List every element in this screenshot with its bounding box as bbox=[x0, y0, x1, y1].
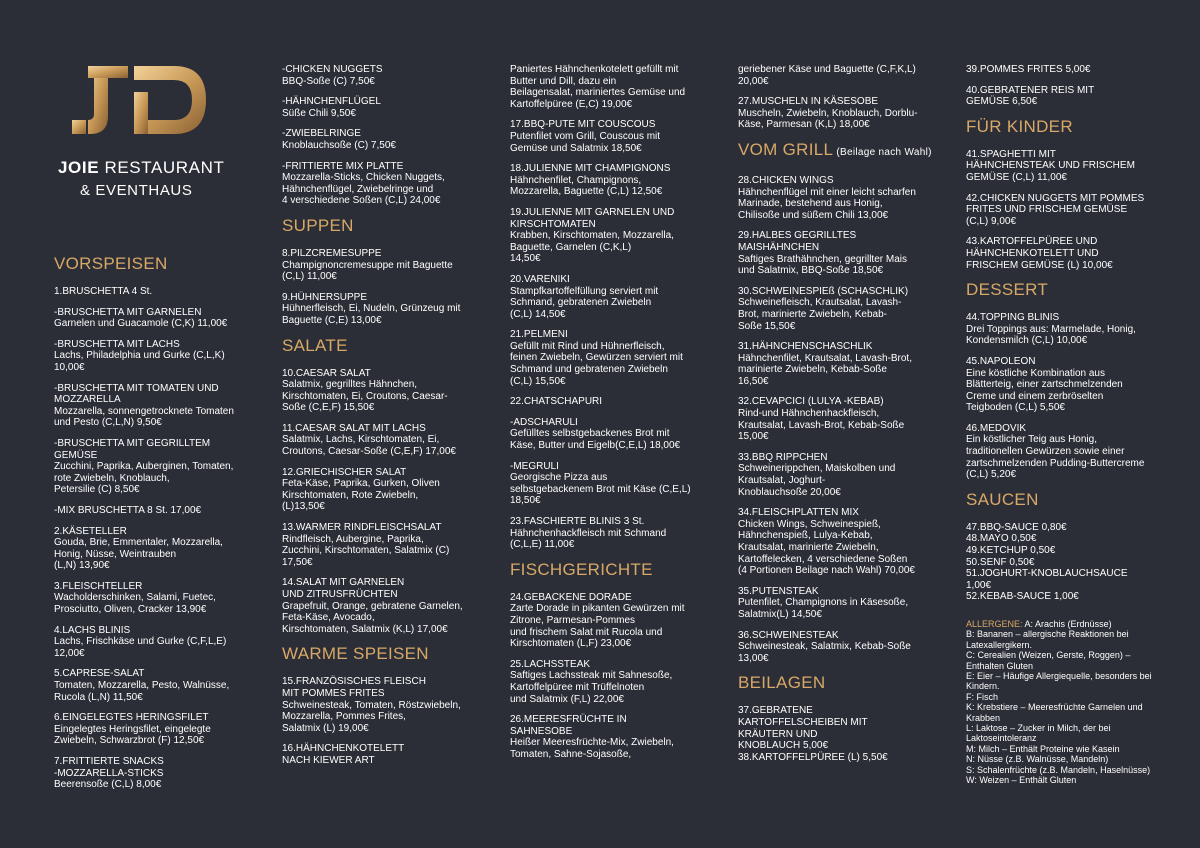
section-title: SUPPEN bbox=[282, 215, 354, 235]
menu-item bbox=[510, 64, 720, 110]
menu-item-text: -HÄHNCHENFLÜGEL Süße Chili 9,50€ bbox=[282, 96, 381, 119]
menu-item bbox=[510, 119, 720, 154]
section-heading bbox=[282, 336, 492, 356]
menu-item bbox=[966, 149, 1166, 184]
menu-item bbox=[966, 193, 1166, 228]
menu-item bbox=[282, 368, 492, 414]
menu-column-3 bbox=[510, 64, 720, 770]
menu-item bbox=[282, 64, 492, 87]
menu-item-text: 40.GEBRATENER REIS MIT GEMÜSE 6,50€ bbox=[966, 84, 1095, 108]
menu-item-text: 29.HALBES GEGRILLTES MAISHÄHNCHEN Saftiges Brathähnchen, gegrillter Mais und Salatmix, BBQ-Soße 18,50€ bbox=[738, 230, 907, 277]
restaurant-name bbox=[58, 158, 224, 178]
section-heading bbox=[54, 254, 254, 274]
menu-item bbox=[966, 423, 1166, 481]
menu-item bbox=[54, 581, 254, 616]
menu-item bbox=[54, 505, 254, 517]
allergen-list: B: Bananen – allergische Reaktionen bei Latexallergikern. C: Cerealien (Weizen, Gerste, Roggen) – Enthalten Gluten E: Eier – Häufige Allergiequelle, besonders bei Kindern. F: Fisch K: Krebstiere – Meeresfrüchte Garnelen und Krabben L: Laktose – Zucker in Milch, der bei Laktoseintoleranz M: Milch – Enthält Proteine wie Kasein N: Nüsse (z.B. Walnüsse, Mandeln) S: Schalenfrüchte (z.B. Mandeln, Haselnüsse) W: Weizen – Enthält Gluten bbox=[966, 629, 1152, 786]
menu-item bbox=[510, 461, 720, 507]
menu-item-text: -MEGRULI Georgische Pizza aus selbstgebackenem Brot mit Käse (C,E,L) 18,50€ bbox=[510, 460, 691, 507]
menu-item-text: 13.WARMER RINDFLEISCHSALAT Rindfleisch, Aubergine, Paprika, Zucchini, Kirschtomaten, Salatmix (C) 17,50€ bbox=[282, 522, 450, 568]
menu-item-text: 26.MEERESFRÜCHTE IN SAHNESOBE Heißer Meeresfrüchte-Mix, Zwiebeln, Tomaten, Sahne-Sojasoße, bbox=[510, 714, 674, 760]
menu-item bbox=[738, 507, 948, 577]
menu-item bbox=[54, 383, 254, 429]
menu-item-text: 32.CEVAPCICI (LULYA -KEBAB) Rind-und Hähnchenhackfleisch, Krautsalat, Lavash-Brot, Kebab-Soße 15,00€ bbox=[738, 396, 905, 443]
menu-item-text: 44.TOPPING BLINIS Drei Toppings aus: Marmelade, Honig, Kondensmilch (C,L) 10,00€ bbox=[966, 312, 1136, 347]
menu-item-text: 37.GEBRATENE KARTOFFELSCHEIBEN MIT KRÄUTERN UND KNOBLAUCH 5,00€ 38.KARTOFFELPÜREE (L) 5,50€ bbox=[738, 705, 888, 763]
menu-item bbox=[54, 339, 254, 374]
menu-item bbox=[54, 526, 254, 572]
menu-item-text: 6.EINGELEGTES HERINGSFILET Eingelegtes Heringsfilet, eingelegte Zwiebeln, Schwarzbrot (F) 12,50€ bbox=[54, 712, 211, 747]
allergen-legend bbox=[966, 619, 1166, 786]
menu-item bbox=[282, 161, 492, 207]
menu-item bbox=[966, 522, 1166, 603]
menu-item-text: 19.JULIENNE MIT GARNELEN UND KIRSCHTOMATEN Krabben, Kirschtomaten, Mozzarella, Baguette, Garnelen (C,K,L) 14,50€ bbox=[510, 206, 675, 265]
menu-item bbox=[54, 625, 254, 660]
section-heading bbox=[738, 673, 948, 693]
menu-item-text: 1.BRUSCHETTA 4 St. bbox=[54, 286, 153, 297]
section-heading bbox=[966, 280, 1166, 300]
menu-column-1 bbox=[54, 250, 254, 800]
brand-name-rest: RESTAURANT bbox=[99, 158, 225, 177]
menu-item bbox=[738, 175, 948, 221]
menu-item-text: 35.PUTENSTEAK Putenfilet, Champignons in Käsesoße, Salatmix(L) 14,50€ bbox=[738, 585, 909, 620]
menu-item-text: 3.FLEISCHTELLER Wacholderschinken, Salami, Fuetec, Prosciutto, Oliven, Cracker 13,90€ bbox=[54, 580, 216, 616]
menu-item-text: 8.PILZCREMESUPPE Champignoncremesuppe mit Baguette (C,L) 11,00€ bbox=[282, 247, 453, 283]
menu-item bbox=[966, 85, 1166, 108]
menu-item-text: 7.FRITTIERTE SNACKS -MOZZARELLA-STICKS Beerensoße (C,L) 8,00€ bbox=[54, 756, 164, 791]
menu-item-text: -MIX BRUSCHETTA 8 St. 17,00€ bbox=[54, 504, 202, 516]
menu-item-text: 45.NAPOLEON Eine köstliche Kombination aus Blätterteig, einer zartschmelzenden Creme und einem zerbröselten Teigboden (C,L) 5,50€ bbox=[966, 355, 1123, 414]
menu-item bbox=[54, 668, 254, 703]
menu-item bbox=[282, 676, 492, 734]
menu-item-text: 10.CAESAR SALAT Salatmix, gegrilltes Hähnchen, Kirschtomaten, Ei, Croutons, Caesar- Soße (C,E,F) 15,50€ bbox=[282, 367, 448, 414]
section-note: (Beilage nach Wahl) bbox=[833, 146, 932, 158]
menu-item bbox=[54, 756, 254, 791]
section-title: FISCHGERICHTE bbox=[510, 559, 653, 579]
menu-item-text: 11.CAESAR SALAT MIT LACHS Salatmix, Lachs, Kirschtomaten, Ei, Croutons, Caesar-Soße (C,E,F) 17,00€ bbox=[282, 422, 456, 458]
menu-item-text: 47.BBQ-SAUCE 0,80€ 48.MAYO 0,50€ 49.KETCHUP 0,50€ 50.SENF 0,50€ 51.JOGHURT-KNOBLAUCHSAUCE 1,00€ 52.KEBAB-SAUCE 1,00€ bbox=[966, 521, 1128, 603]
menu-item-text: 21.PELMENI Gefüllt mit Rind und Hühnerfleisch, feinen Zwiebeln, Gewürzen serviert mit Schmand und gebratenen Zwiebeln (C,L) 15,50€ bbox=[510, 329, 683, 387]
menu-item-text: 30.SCHWEINESPIEß (SCHASCHLIK) Schweinefleisch, Krautsalat, Lavash- Brot, marinierte Zwiebeln, Kebab- Soße 15,50€ bbox=[738, 285, 909, 332]
section-heading bbox=[738, 140, 948, 163]
menu-item bbox=[738, 396, 948, 442]
menu-item bbox=[966, 356, 1166, 414]
menu-item-text: 14.SALAT MIT GARNELEN UND ZITRUSFRÜCHTEN Grapefruit, Orange, gebratene Garnelen, Feta-Käse, Avocado, Kirschtomaten, Salatmix (K,L) 17,00€ bbox=[282, 577, 463, 635]
section-title: VOM GRILL bbox=[738, 139, 834, 159]
menu-item bbox=[510, 274, 720, 320]
menu-item-text: -CHICKEN NUGGETS BBQ-Soße (C) 7,50€ bbox=[282, 64, 383, 87]
menu-item-text: 20.VARENIKI Stampfkartoffelfüllung serviert mit Schmand, gebratenen Zwiebeln (C,L) 14,50€ bbox=[510, 273, 659, 320]
menu-item-text: 39.POMMES FRITES 5,00€ bbox=[966, 64, 1091, 75]
menu-item bbox=[738, 64, 948, 87]
menu-item bbox=[738, 341, 948, 387]
menu-item-text: 36.SCHWEINESTEAK Schweinesteak, Salatmix, Kebab-Soße 13,00€ bbox=[738, 629, 911, 664]
menu-item bbox=[282, 743, 492, 766]
section-title: SALATE bbox=[282, 335, 348, 355]
section-heading bbox=[966, 117, 1166, 137]
menu-item-text: 23.FASCHIERTE BLINIS 3 St. Hähnchenhackfleisch mit Schmand (C,L,E) 11,00€ bbox=[510, 516, 667, 551]
menu-item bbox=[738, 630, 948, 665]
menu-item-text: 46.MEDOVIK Ein köstlicher Teig aus Honig, traditionellen Gewürzen sowie einer zartschmelzenden Pudding-Buttercreme (C,L) 5,20€ bbox=[966, 422, 1145, 481]
menu-item-text: 43.KARTOFFELPÜREE UND HÄHNCHENKOTELETT UND FRISCHEM GEMÜSE (L) 10,00€ bbox=[966, 236, 1113, 271]
menu-item-text: 41.SPAGHETTI MIT HÄHNCHENSTEAK UND FRISCHEM GEMÜSE (C,L) 11,00€ bbox=[966, 148, 1135, 183]
menu-column-2 bbox=[282, 64, 492, 776]
menu-item bbox=[54, 307, 254, 330]
allergen-heading: ALLERGENE: bbox=[966, 619, 1023, 629]
menu-column-5 bbox=[966, 64, 1166, 786]
section-title: FÜR KINDER bbox=[966, 116, 1073, 136]
menu-item bbox=[510, 417, 720, 452]
menu-item-text: -BRUSCHETTA MIT GARNELEN Garnelen und Guacamole (C,K) 11,00€ bbox=[54, 306, 228, 330]
menu-item bbox=[738, 286, 948, 332]
menu-item-text: 12.GRIECHISCHER SALAT Feta-Käse, Paprika, Gurken, Oliven Kirschtomaten, Rote Zwiebeln, (L)13,50€ bbox=[282, 466, 440, 513]
menu-item bbox=[738, 705, 948, 763]
section-heading bbox=[282, 644, 492, 664]
menu-item-text: -ADSCHARULI Gefülltes selbstgebackenes Brot mit Käse, Butter und Eigelb(C,E,L) 18,00€ bbox=[510, 416, 681, 452]
menu-item bbox=[54, 712, 254, 747]
menu-item-text: 4.LACHS BLINIS Lachs, Frischkäse und Gurke (C,F,L,E) 12,00€ bbox=[54, 624, 227, 659]
menu-item bbox=[966, 312, 1166, 347]
menu-item bbox=[510, 163, 720, 198]
menu-item bbox=[966, 64, 1166, 76]
menu-item-text: 15.FRANZÖSISCHES FLEISCH MIT POMMES FRITES Schweinesteak, Tomaten, Röstzwiebeln, Mozzarella, Pommes Frites, Salatmix (L) 19,00€ bbox=[282, 676, 461, 734]
menu-item bbox=[282, 248, 492, 283]
menu-item bbox=[966, 236, 1166, 271]
section-title: BEILAGEN bbox=[738, 673, 826, 693]
menu-item bbox=[510, 714, 720, 760]
restaurant-subtitle: & EVENTHAUS bbox=[80, 182, 193, 199]
section-heading bbox=[282, 216, 492, 236]
menu-item bbox=[510, 516, 720, 551]
menu-item-text: geriebener Käse und Baguette (C,F,K,L) 20,00€ bbox=[738, 64, 916, 87]
section-title: WARME SPEISEN bbox=[282, 644, 429, 664]
menu-item-text: 42.CHICKEN NUGGETS MIT POMMES FRITES UND FRISCHEM GEMÜSE (C,L) 9,00€ bbox=[966, 192, 1145, 227]
menu-column-4 bbox=[738, 64, 948, 772]
menu-item-text: 5.CAPRESE-SALAT Tomaten, Mozzarella, Pesto, Walnüsse, Rucola (L,N) 11,50€ bbox=[54, 668, 230, 703]
menu-item bbox=[738, 230, 948, 276]
menu-item bbox=[282, 423, 492, 458]
brand-name-bold: JOIE bbox=[58, 158, 100, 177]
menu-item bbox=[282, 577, 492, 635]
menu-item-text: -FRITTIERTE MIX PLATTE Mozzarella-Sticks, Chicken Nuggets, Hähnchenflügel, Zwiebelringe und 4 verschiedene Soßen (C,L) 24,00€ bbox=[282, 160, 445, 207]
menu-item-text: -BRUSCHETTA MIT TOMATEN UND MOZZARELLA Mozzarella, sonnengetrocknete Tomaten und Pesto (C,L,N) 9,50€ bbox=[54, 382, 234, 429]
menu-item bbox=[510, 207, 720, 265]
menu-item bbox=[738, 586, 948, 621]
menu-item bbox=[510, 659, 720, 705]
menu-item-text: 17.BBQ-PUTE MIT COUSCOUS Putenfilet vom Grill, Couscous mit Gemüse und Salatmix 18,50€ bbox=[510, 119, 661, 154]
section-title: VORSPEISEN bbox=[54, 254, 168, 273]
menu-item bbox=[282, 96, 492, 119]
menu-item bbox=[282, 128, 492, 151]
menu-item bbox=[510, 396, 720, 408]
menu-item-text: 22.CHATSCHAPURI bbox=[510, 396, 603, 408]
menu-item-text: 18.JULIENNE MIT CHAMPIGNONS Hähnchenfilet, Champignons, Mozzarella, Baguette (C,L) 12,50€ bbox=[510, 163, 671, 198]
menu-item-text: Paniertes Hähnchenkotelett gefüllt mit Butter und Dill, dazu ein Beilagensalat, mariniertes Gemüse und Kartoffelpüree (E,C) 19,00€ bbox=[510, 64, 686, 110]
menu-item-text: -ZWIEBELRINGE Knoblauchsoße (C) 7,50€ bbox=[282, 128, 396, 151]
menu-item-text: 2.KÄSETELLER Gouda, Brie, Emmentaler, Mozzarella, Honig, Nüsse, Weintrauben (L,N) 13,90€ bbox=[54, 525, 223, 572]
menu-item-text: 9.HÜHNERSUPPE Hühnerfleisch, Ei, Nudeln, Grünzeug mit Baguette (C,E) 13,00€ bbox=[282, 291, 461, 326]
section-title: DESSERT bbox=[966, 280, 1049, 300]
menu-item bbox=[54, 286, 254, 298]
menu-item-text: 27.MUSCHELN IN KÄSESOBE Muscheln, Zwiebeln, Knoblauch, Dorblu- Käse, Parmesan (K,L) 18,00€ bbox=[738, 96, 918, 131]
menu-item-text: 28.CHICKEN WINGS Hähnchenflügel mit einer leicht scharfen Marinade, bestehend aus Honig, Chilisoße und süßem Chili 13,00€ bbox=[738, 174, 916, 221]
menu-item bbox=[54, 438, 254, 496]
menu-item-text: 33.BBQ RIPPCHEN Schweinerippchen, Maiskolben und Krautsalat, Joghurt- Knoblauchsoße 20,00€ bbox=[738, 451, 896, 498]
menu-item-text: 24.GEBACKENE DORADE Zarte Dorade in pikanten Gewürzen mit Zitrone, Parmesan-Pommes und frischem Salat mit Rucola und Kirschtomaten (L,F) 23,00€ bbox=[510, 591, 685, 650]
section-title: SAUCEN bbox=[966, 489, 1039, 509]
menu-item bbox=[282, 292, 492, 327]
menu-item bbox=[510, 592, 720, 650]
column-5-items bbox=[966, 64, 1166, 603]
menu-item bbox=[282, 522, 492, 568]
allergen-first-entry: A: Arachis (Erdnüsse) bbox=[1022, 619, 1112, 629]
menu-item-text: -BRUSCHETTA MIT LACHS Lachs, Philadelphia und Gurke (C,L,K) 10,00€ bbox=[54, 338, 225, 373]
menu-item bbox=[282, 467, 492, 513]
jd-logo bbox=[72, 62, 208, 136]
menu-item-text: 25.LACHSSTEAK Saftiges Lachssteak mit Sahnesoße, Kartoffelpüree mit Trüffelnoten und Salatmix (F,L) 22,00€ bbox=[510, 658, 673, 705]
menu-item bbox=[510, 329, 720, 387]
menu-item-text: 34.FLEISCHPLATTEN MIX Chicken Wings, Schweinespieß, Hähnchenspieß, Lulya-Kebab, Krautsalat, marinierte Zwiebeln, Kartoffelecken, 4 verschiedene Soßen (4 Portionen Beilage nach Wahl) 70,00€ bbox=[738, 507, 915, 577]
menu-item-text: -BRUSCHETTA MIT GEGRILLTEM GEMÜSE Zucchini, Paprika, Auberginen, Tomaten, rote Zwiebeln, Knoblauch, Petersilie (C) 8,50€ bbox=[54, 437, 234, 496]
menu-item-text: 16.HÄHNCHENKOTELETT NACH KIEWER ART bbox=[282, 743, 405, 766]
menu-item-text: 31.HÄHNCHENSCHASCHLIK Hähnchenfilet, Krautsalat, Lavash-Brot, marinierte Zwiebeln, Kebab-Soße 16,50€ bbox=[738, 341, 912, 387]
menu-item bbox=[738, 96, 948, 131]
menu-item bbox=[738, 452, 948, 498]
section-heading bbox=[966, 490, 1166, 510]
section-heading bbox=[510, 560, 720, 580]
